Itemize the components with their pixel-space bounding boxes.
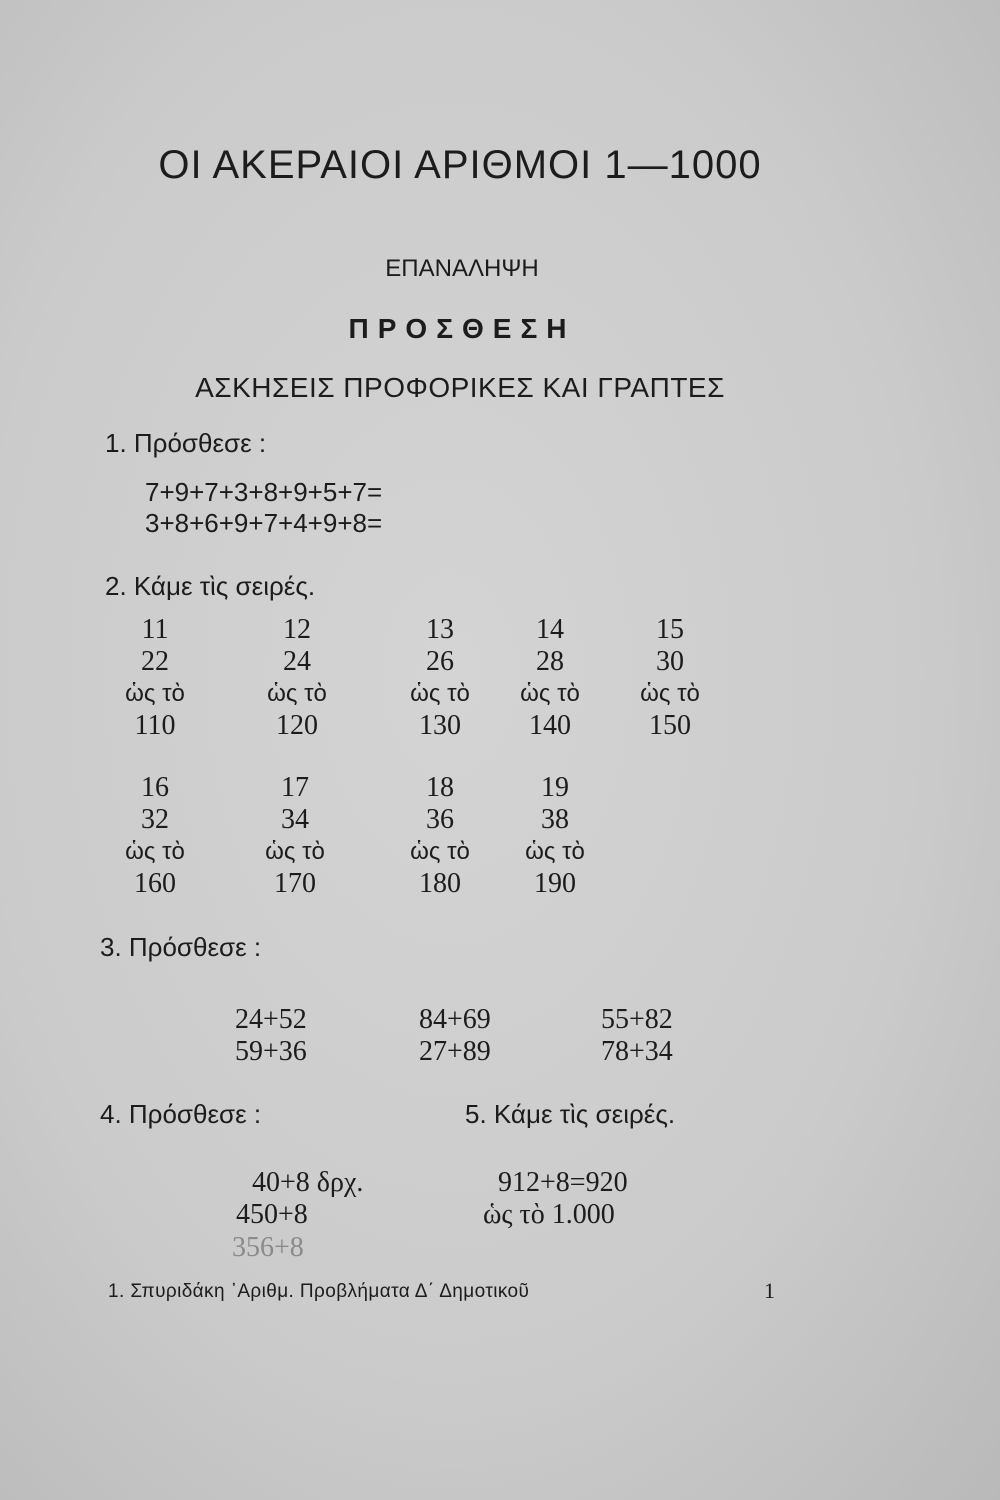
series-column <box>390 772 490 900</box>
exercise-4-line: 40+8 δρχ. <box>252 1167 364 1198</box>
exercise-5-label: 5. Κάμε τὶς σειρές. <box>465 1099 676 1129</box>
series-second-term: 38 <box>541 804 569 835</box>
exercise-1-line: 3+8+6+9+7+4+9+8= <box>145 508 383 538</box>
series-second-term: 28 <box>536 646 564 677</box>
series-column <box>620 614 720 742</box>
series-last-term: 180 <box>419 868 461 899</box>
series-second-term: 26 <box>426 646 454 677</box>
series-first-term: 17 <box>281 772 309 803</box>
series-second-term: 34 <box>281 804 309 835</box>
series-to-word: ὡς τὸ <box>125 680 185 707</box>
sum-column <box>601 1004 673 1068</box>
series-to-word: ὡς τὸ <box>125 838 185 865</box>
sum-item: 78+34 <box>601 1036 673 1067</box>
series-first-term: 12 <box>283 614 311 645</box>
series-first-term: 16 <box>141 772 169 803</box>
sum-column <box>419 1004 491 1068</box>
exercise-4-label: 4. Πρόσθεσε : <box>100 1099 262 1129</box>
series-first-term: 19 <box>541 772 569 803</box>
series-column <box>105 772 205 900</box>
series-first-term: 11 <box>141 614 169 645</box>
series-second-term: 30 <box>656 646 684 677</box>
series-to-word: ὡς τὸ <box>525 838 585 865</box>
sum-item: 59+36 <box>235 1036 307 1067</box>
series-to-word: ὡς τὸ <box>410 680 470 707</box>
exercises-heading: ΑΣΚΗΣΕΙΣ ΠΡΟΦΟΡΙΚΕΣ ΚΑΙ ΓΡΑΠΤΕΣ <box>195 372 725 403</box>
series-second-term: 24 <box>283 646 311 677</box>
chapter-subtitle: ΕΠΑΝΑΛΗΨΗ <box>385 255 539 282</box>
exercise-4-line: 450+8 <box>236 1199 308 1230</box>
series-first-term: 15 <box>656 614 684 645</box>
series-column <box>500 614 600 742</box>
section-heading: ΠΡΟΣΘΕΣΗ <box>348 313 576 344</box>
series-column <box>105 614 205 742</box>
exercise-3-label: 3. Πρόσθεσε : <box>100 932 262 962</box>
series-to-word: ὡς τὸ <box>267 680 327 707</box>
exercise-4-line: 356+8 <box>232 1232 304 1263</box>
series-last-term: 170 <box>274 868 316 899</box>
series-second-term: 36 <box>426 804 454 835</box>
series-last-term: 190 <box>534 868 576 899</box>
series-first-term: 14 <box>536 614 564 645</box>
page-title: ΟΙ ΑΚΕΡΑΙΟΙ ΑΡΙΘΜΟΙ 1—1000 <box>158 143 762 187</box>
series-to-word: ὡς τὸ <box>640 680 700 707</box>
exercise-5-line: ὡς τὸ 1.000 <box>483 1199 615 1230</box>
series-column <box>390 614 490 742</box>
series-to-word: ὡς τὸ <box>520 680 580 707</box>
series-second-term: 22 <box>141 646 169 677</box>
sum-item: 27+89 <box>419 1036 491 1067</box>
series-column <box>247 614 347 742</box>
sum-item: 84+69 <box>419 1004 491 1035</box>
series-last-term: 160 <box>134 868 176 899</box>
series-column <box>245 772 345 900</box>
exercise-1-line: 7+9+7+3+8+9+5+7= <box>145 477 383 507</box>
series-first-term: 13 <box>426 614 454 645</box>
series-last-term: 140 <box>529 710 571 741</box>
series-last-term: 130 <box>419 710 461 741</box>
series-to-word: ὡς τὸ <box>265 838 325 865</box>
exercise-1-label: 1. Πρόσθεσε : <box>105 428 267 458</box>
series-last-term: 110 <box>134 710 176 741</box>
series-first-term: 18 <box>426 772 454 803</box>
sum-item: 55+82 <box>601 1004 673 1035</box>
series-to-word: ὡς τὸ <box>410 838 470 865</box>
series-last-term: 120 <box>276 710 318 741</box>
exercise-5-line: 912+8=920 <box>498 1167 628 1198</box>
sum-item: 24+52 <box>235 1004 307 1035</box>
footer-note: 1. Σπυριδάκη ᾿Αριθμ. Προβλήματα Δ΄ Δημοτικοῦ <box>108 1281 530 1302</box>
series-last-term: 150 <box>649 710 691 741</box>
page-number: 1 <box>764 1278 775 1303</box>
sum-column <box>235 1004 307 1068</box>
exercise-2-label: 2. Κάμε τὶς σειρές. <box>105 571 316 601</box>
series-second-term: 32 <box>141 804 169 835</box>
series-column <box>505 772 605 900</box>
